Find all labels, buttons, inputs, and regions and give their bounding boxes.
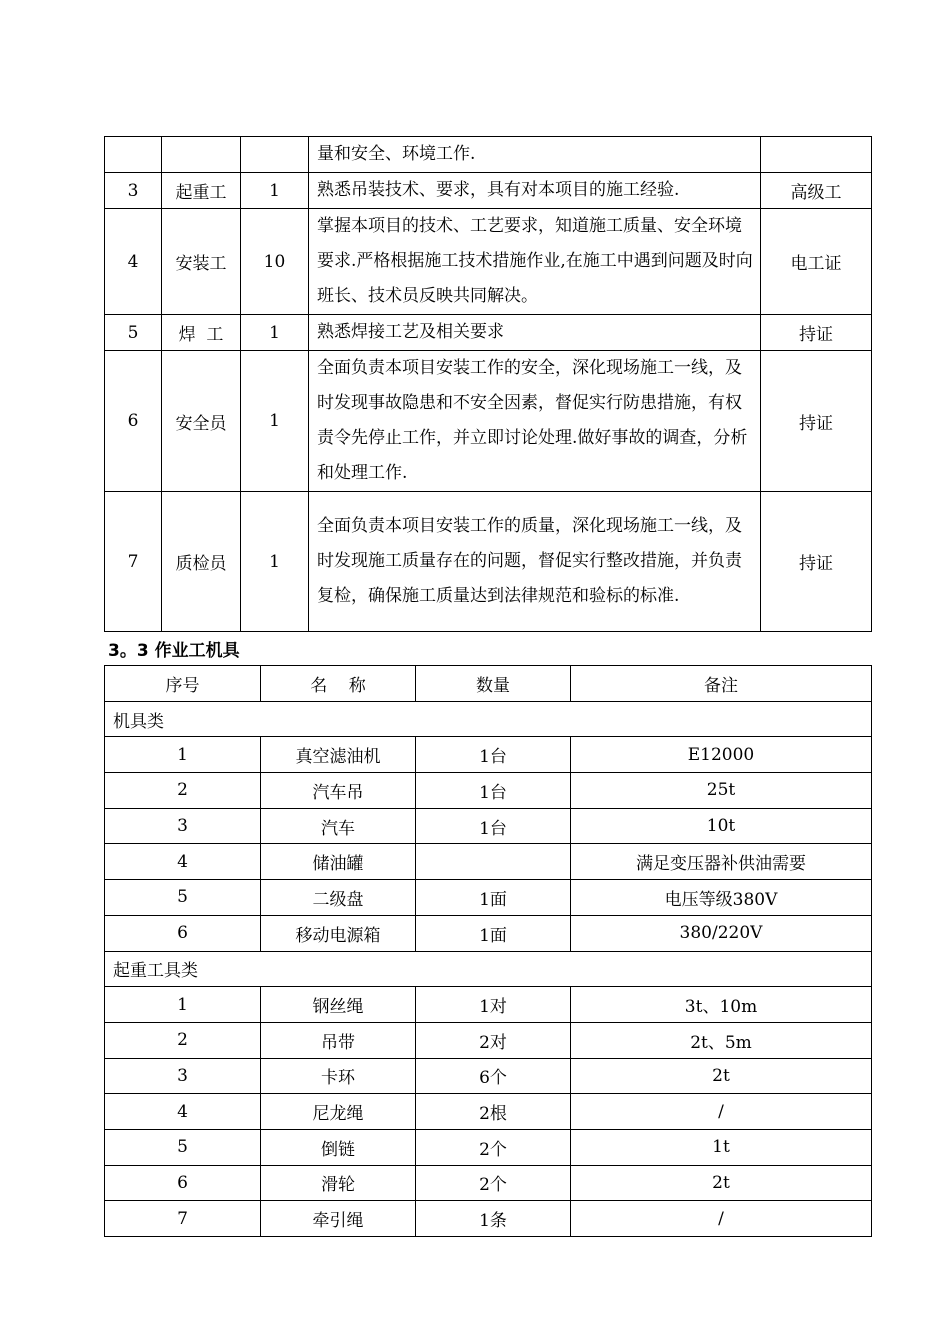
table-row xyxy=(105,773,872,809)
staff-role: 安装工 xyxy=(162,209,241,315)
staff-role: 起重工 xyxy=(162,173,241,209)
tool-qty: 2个 xyxy=(416,1165,571,1201)
category-row xyxy=(105,701,872,737)
table-row xyxy=(105,915,872,951)
tool-qty: 1台 xyxy=(416,773,571,809)
tool-name: 二级盘 xyxy=(261,880,416,916)
category-label: 机具类 xyxy=(105,701,872,737)
staff-duty: 掌握本项目的技术、工艺要求，知道施工质量、安全环境要求.严格根据施工技术措施作业,在施工中遇到问题及时向班长、技术员反映共同解决。 xyxy=(309,209,761,315)
staff-count: 1 xyxy=(241,315,309,351)
staff-no: 4 xyxy=(105,209,162,315)
tool-qty: 1对 xyxy=(416,987,571,1023)
staff-cert: 持证 xyxy=(761,492,872,632)
table-row xyxy=(105,844,872,880)
staff-no: 6 xyxy=(105,351,162,492)
tool-qty xyxy=(416,844,571,880)
tool-note: 1t xyxy=(571,1129,872,1165)
tool-name: 真空滤油机 xyxy=(261,737,416,773)
tool-no: 1 xyxy=(105,987,261,1023)
staff-no: 3 xyxy=(105,173,162,209)
staff-row xyxy=(105,492,872,632)
table-row xyxy=(105,1129,872,1165)
staff-cert: 持证 xyxy=(761,351,872,492)
table-row xyxy=(105,808,872,844)
staff-cert: 高级工 xyxy=(761,173,872,209)
tool-note: 电压等级380V xyxy=(571,880,872,916)
staff-no: 7 xyxy=(105,492,162,632)
staff-no: 5 xyxy=(105,315,162,351)
tool-qty: 2对 xyxy=(416,1022,571,1058)
tool-qty: 1台 xyxy=(416,737,571,773)
tool-no: 6 xyxy=(105,915,261,951)
tool-name: 吊带 xyxy=(261,1022,416,1058)
staff-duty: 量和安全、环境工作. xyxy=(309,137,761,173)
staff-role xyxy=(162,137,241,173)
staff-role: 焊 工 xyxy=(162,315,241,351)
staff-count: 1 xyxy=(241,492,309,632)
staff-duty: 熟悉焊接工艺及相关要求 xyxy=(309,315,761,351)
tool-qty: 1面 xyxy=(416,915,571,951)
staff-count: 1 xyxy=(241,351,309,492)
staff-count xyxy=(241,137,309,173)
tool-name: 滑轮 xyxy=(261,1165,416,1201)
header-qty: 数量 xyxy=(416,666,571,702)
staff-cert: 持证 xyxy=(761,315,872,351)
staff-row xyxy=(105,209,872,315)
tool-note: 2t xyxy=(571,1058,872,1094)
tool-no: 4 xyxy=(105,844,261,880)
header-no: 序号 xyxy=(105,666,261,702)
header-note: 备注 xyxy=(571,666,872,702)
staff-row xyxy=(105,351,872,492)
tool-name: 卡环 xyxy=(261,1058,416,1094)
tool-note: / xyxy=(571,1201,872,1237)
tool-no: 3 xyxy=(105,1058,261,1094)
tool-name: 移动电源箱 xyxy=(261,915,416,951)
header-name: 名 称 xyxy=(261,666,416,702)
staff-row xyxy=(105,137,872,173)
staff-duty: 熟悉吊装技术、要求，具有对本项目的施工经验. xyxy=(309,173,761,209)
tool-no: 2 xyxy=(105,773,261,809)
staff-row xyxy=(105,315,872,351)
tool-name: 倒链 xyxy=(261,1129,416,1165)
tool-note: 25t xyxy=(571,773,872,809)
tool-qty: 1条 xyxy=(416,1201,571,1237)
tool-no: 5 xyxy=(105,880,261,916)
tool-qty: 2根 xyxy=(416,1094,571,1130)
table-row xyxy=(105,1022,872,1058)
tool-qty: 2个 xyxy=(416,1129,571,1165)
tool-qty: 1台 xyxy=(416,808,571,844)
tool-qty: 1面 xyxy=(416,880,571,916)
tool-note: 2t、5m xyxy=(571,1022,872,1058)
staff-no xyxy=(105,137,162,173)
tool-name: 汽车 xyxy=(261,808,416,844)
staff-duty: 全面负责本项目安装工作的质量，深化现场施工一线，及时发现施工质量存在的问题，督促实行整改措施，并负责复检，确保施工质量达到法律规范和验标的标准. xyxy=(309,492,761,632)
tool-note: 2t xyxy=(571,1165,872,1201)
table-row xyxy=(105,1201,872,1237)
tool-note: 380/220V xyxy=(571,915,872,951)
tool-no: 5 xyxy=(105,1129,261,1165)
tool-no: 1 xyxy=(105,737,261,773)
staff-row xyxy=(105,173,872,209)
tool-name: 储油罐 xyxy=(261,844,416,880)
tool-note: 3t、10m xyxy=(571,987,872,1023)
staff-cert: 电工证 xyxy=(761,209,872,315)
tool-name: 牵引绳 xyxy=(261,1201,416,1237)
staff-count: 10 xyxy=(241,209,309,315)
table-row xyxy=(105,737,872,773)
staff-count: 1 xyxy=(241,173,309,209)
table-row xyxy=(105,1058,872,1094)
staff-cert xyxy=(761,137,872,173)
tool-note: E12000 xyxy=(571,737,872,773)
tool-note: 满足变压器补供油需要 xyxy=(571,844,872,880)
table-row xyxy=(105,880,872,916)
staff-table xyxy=(104,136,872,632)
tool-no: 4 xyxy=(105,1094,261,1130)
tool-name: 汽车吊 xyxy=(261,773,416,809)
category-row xyxy=(105,951,872,987)
tool-no: 7 xyxy=(105,1201,261,1237)
staff-role: 安全员 xyxy=(162,351,241,492)
staff-role: 质检员 xyxy=(162,492,241,632)
table-row xyxy=(105,987,872,1023)
tool-note: / xyxy=(571,1094,872,1130)
section-heading: 3。3 作业工机具 xyxy=(108,641,240,661)
tool-note: 10t xyxy=(571,808,872,844)
tools-header-row xyxy=(105,666,872,702)
table-row xyxy=(105,1094,872,1130)
tool-no: 3 xyxy=(105,808,261,844)
tool-no: 2 xyxy=(105,1022,261,1058)
tool-no: 6 xyxy=(105,1165,261,1201)
staff-duty: 全面负责本项目安装工作的安全，深化现场施工一线，及时发现事故隐患和不安全因素，督促实行防患措施，有权责令先停止工作，并立即讨论处理.做好事故的调查，分析和处理工作. xyxy=(309,351,761,492)
table-row xyxy=(105,1165,872,1201)
tool-qty: 6个 xyxy=(416,1058,571,1094)
tool-name: 钢丝绳 xyxy=(261,987,416,1023)
category-label: 起重工具类 xyxy=(105,951,872,987)
tool-name: 尼龙绳 xyxy=(261,1094,416,1130)
tools-table xyxy=(104,665,872,1237)
